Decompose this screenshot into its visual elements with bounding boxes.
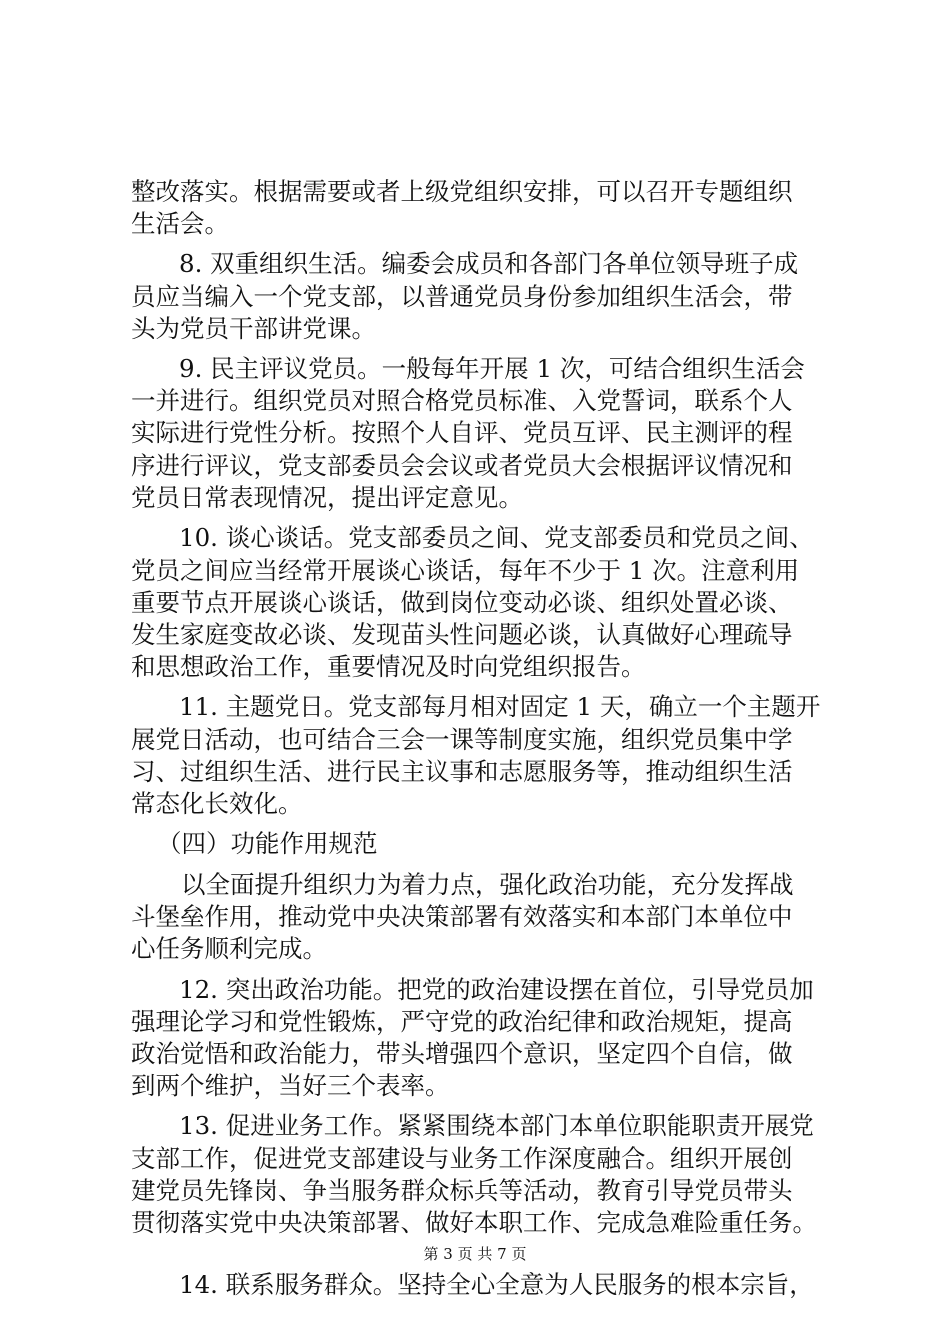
text-line: 重要节点开展谈心谈话，做到岗位变动必谈、组织处置必谈、 xyxy=(131,588,793,617)
text-line: 以全面提升组织力为着力点，强化政治功能，充分发挥战 xyxy=(181,870,794,899)
text-line: 整改落实。根据需要或者上级党组织安排，可以召开专题组织 xyxy=(131,177,793,206)
text-line: 斗堡垒作用，推动党中央决策部署有效落实和本部门本单位中 xyxy=(131,902,793,931)
text-line: 贯彻落实党中央决策部署、做好本职工作、完成急难险重任务。 xyxy=(131,1208,817,1237)
text-line: 14. 联系服务群众。坚持全心全意为人民服务的根本宗旨， xyxy=(179,1270,814,1299)
text-line: 发生家庭变故必谈、发现苗头性问题必谈，认真做好心理疏导 xyxy=(131,620,793,649)
text-line: 党员日常表现情况，提出评定意见。 xyxy=(131,483,523,512)
text-line: 8. 双重组织生活。编委会成员和各部门各单位领导班子成 xyxy=(179,249,799,278)
text-line: 头为党员干部讲党课。 xyxy=(131,314,376,343)
text-line: 建党员先锋岗、争当服务群众标兵等活动，教育引导党员带头 xyxy=(131,1176,793,1205)
text-line: 支部工作，促进党支部建设与业务工作深度融合。组织开展创 xyxy=(131,1144,793,1173)
text-line: 实际进行党性分析。按照个人自评、党员互评、民主测评的程 xyxy=(131,418,793,447)
text-line: 常态化长效化。 xyxy=(131,789,303,818)
text-line: 心任务顺利完成。 xyxy=(131,934,327,963)
text-line: 到两个维护，当好三个表率。 xyxy=(131,1071,450,1100)
text-line: 展党日活动，也可结合三会一课等制度实施，组织党员集中学 xyxy=(131,725,793,754)
text-line: 一并进行。组织党员对照合格党员标准、入党誓词，联系个人 xyxy=(131,386,793,415)
text-line: 9. 民主评议党员。一般每年开展 1 次，可结合组织生活会 xyxy=(179,354,805,383)
text-line: 序进行评议，党支部委员会会议或者党员大会根据评议情况和 xyxy=(131,451,793,480)
text-line: 党员之间应当经常开展谈心谈话，每年不少于 1 次。注意利用 xyxy=(131,556,800,585)
text-line: 和思想政治工作，重要情况及时向党组织报告。 xyxy=(131,652,646,681)
section-heading: （四）功能作用规范 xyxy=(157,829,378,858)
text-line: 13. 促进业务工作。紧紧围绕本部门本单位职能职责开展党 xyxy=(179,1111,814,1140)
text-line: 生活会。 xyxy=(131,209,229,238)
text-line: 强理论学习和党性锻炼，严守党的政治纪律和政治规矩，提高 xyxy=(131,1007,793,1036)
page-footer: 第 3 页 共 7 页 xyxy=(423,1245,527,1263)
text-line: 10. 谈心谈话。党支部委员之间、党支部委员和党员之间、 xyxy=(179,523,814,552)
text-line: 习、过组织生活、进行民主议事和志愿服务等，推动组织生活 xyxy=(131,757,793,786)
text-line: 政治觉悟和政治能力，带头增强四个意识，坚定四个自信，做 xyxy=(131,1039,793,1068)
text-line: 12. 突出政治功能。把党的政治建设摆在首位，引导党员加 xyxy=(179,975,814,1004)
text-line: 11. 主题党日。党支部每月相对固定 1 天，确立一个主题开 xyxy=(179,692,821,721)
text-line: 员应当编入一个党支部，以普通党员身份参加组织生活会，带 xyxy=(131,282,793,311)
